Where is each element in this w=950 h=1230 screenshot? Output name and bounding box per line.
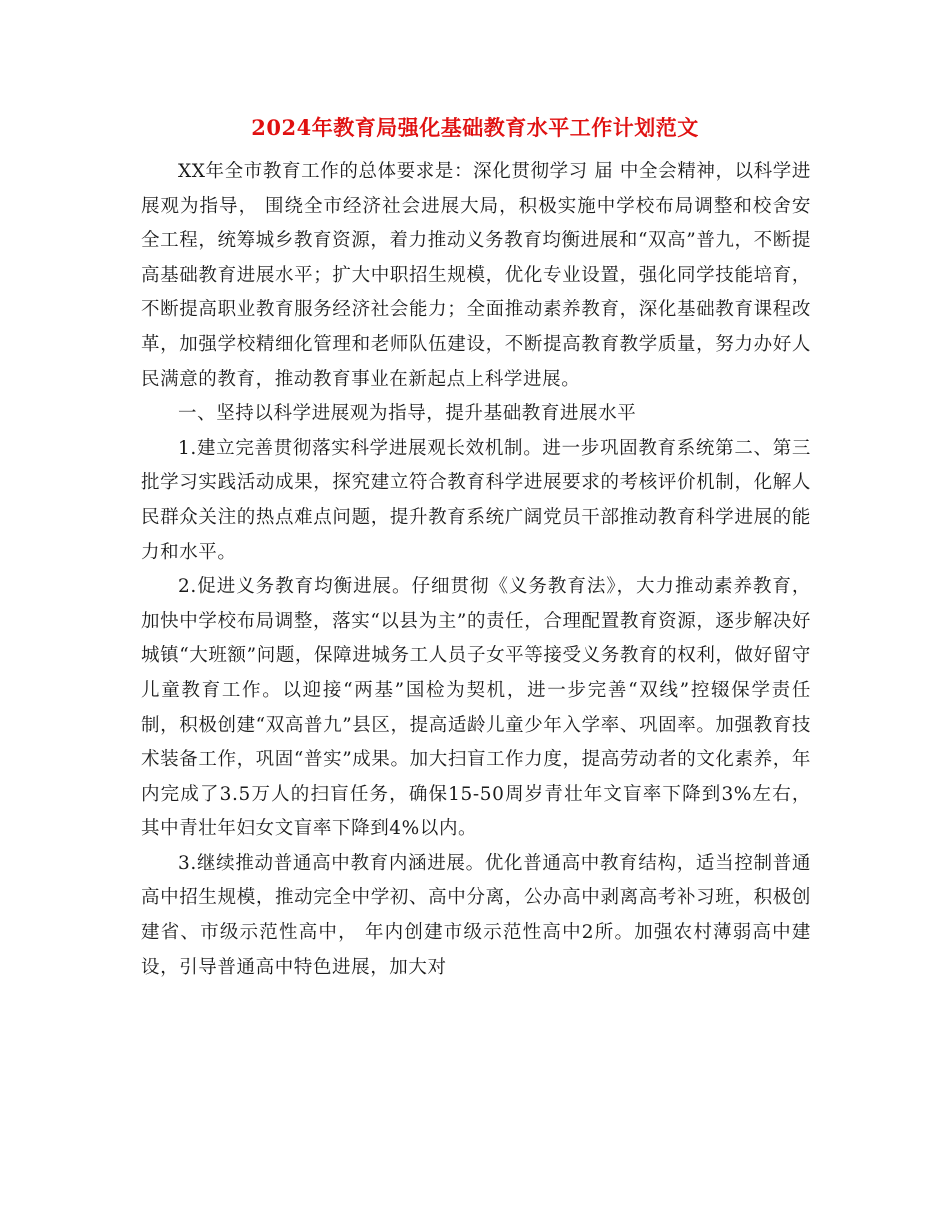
document-body	[141, 155, 811, 985]
paragraph-item-2: 2.促进义务教育均衡进展。仔细贯彻《义务教育法》，大力推动素养教育，加快中学校布局调整，落实“以县为主”的责任，合理配置教育资源，逐步解决好城镇“大班额”问题，保障进城务工人员子女平等接受义务教育的权利，做好留守儿童教育工作。以迎接“两基”国检为契机，进一步完善“双线”控辍保学责任制，积极创建“双高普九”县区，提高适龄儿童少年入学率、巩固率。加强教育技术装备工作，巩固“普实”成果。加大扫盲工作力度，提高劳动者的文化素养，年内完成了3.5万人的扫盲任务，确保15-50周岁青壮年文盲率下降到3%左右，其中青壮年妇女文盲率下降到4%以内。	[141, 576, 811, 840]
paragraph-item-1: 1.建立完善贯彻落实科学进展观长效机制。进一步巩固教育系统第二、第三批学习实践活动成果，探究建立符合教育科学进展要求的考核评价机制，化解人民群众关注的热点难点问题，提升教育系统广阔党员干部推动教育科学进展的能力和水平。	[141, 437, 811, 563]
document-title: 2024年教育局强化基础教育水平工作计划范文	[251, 115, 699, 140]
paragraph-intro: XX年全市教育工作的总体要求是：深化贯彻学习 届 中全会精神，以科学进展观为指导， 围绕全市经济社会进展大局，积极实施中学校布局调整和校舍安全工程，统筹城乡教育资源，着力推动义务教育均衡进展和“双高”普九，不断提高基础教育进展水平；扩大中职招生规模，优化专业设置，强化同学技能培育，不断提高职业教育服务经济社会能力；全面推动素养教育，深化基础教育课程改革，加强学校精细化管理和老师队伍建设，不断提高教育教学质量，努力办好人民满意的教育，推动教育事业在新起点上科学进展。	[141, 161, 811, 390]
section-heading-1: 一、坚持以科学进展观为指导，提升基础教育进展水平	[178, 403, 637, 425]
paragraph-item-3: 3.继续推动普通高中教育内涵进展。优化普通高中教育结构，适当控制普通高中招生规模，推动完全中学初、高中分离，公办高中剥离高考补习班，积极创建省、市级示范性高中， 年内创建市级示范性高中2所。加强农村薄弱高中建设，引导普通高中特色进展，加大对	[141, 852, 811, 978]
